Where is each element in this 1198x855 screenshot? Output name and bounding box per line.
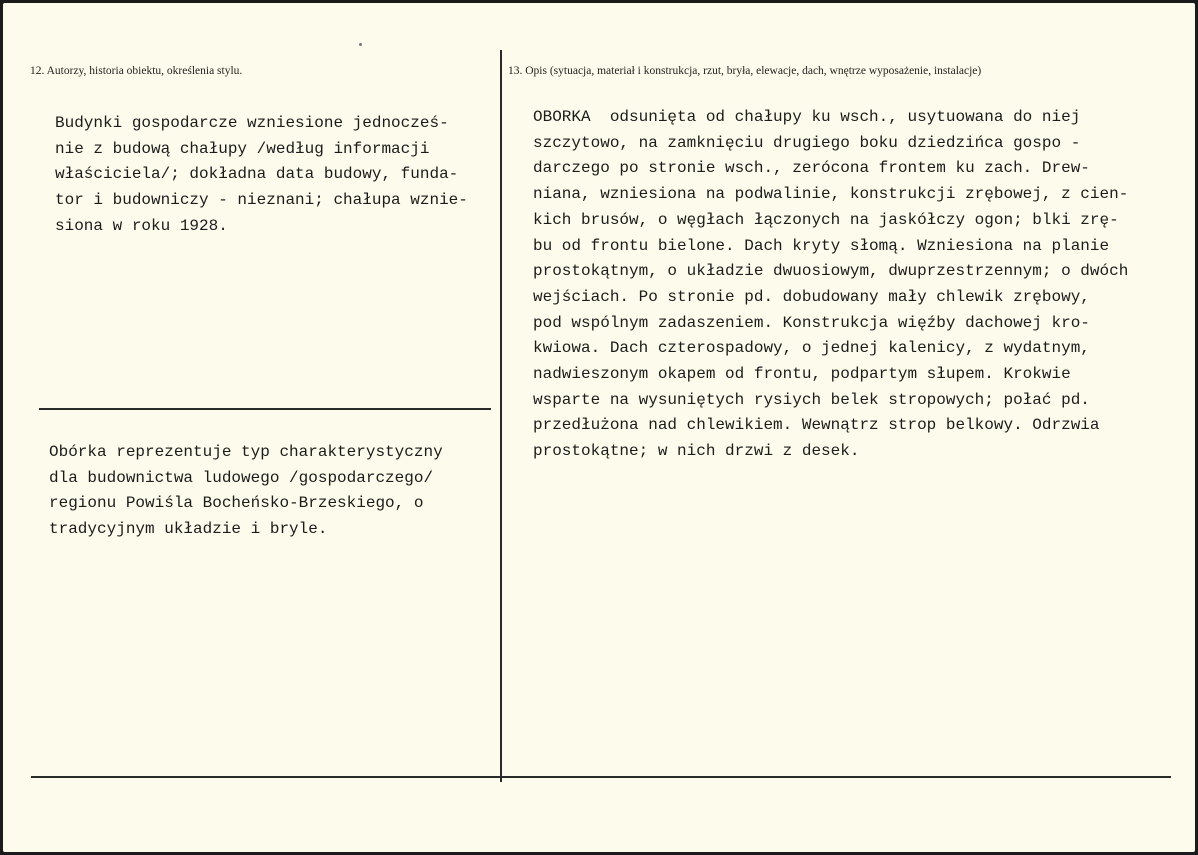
- record-card: [3, 3, 1195, 852]
- text-line: właściciela/; dokładna data budowy, funda-: [55, 165, 459, 184]
- text-line: przedłużona nad chlewikiem. Wewnątrz strop belkowy. Odrzwia: [533, 416, 1100, 435]
- text-line: regionu Powiśla Bocheńsko-Brzeskiego, o: [49, 494, 424, 513]
- text-line: tor i budowniczy - nieznani; chałupa wznie-: [55, 191, 468, 210]
- bottom-rule: [31, 776, 1171, 778]
- text-line: darczego po stronie wsch., zerócona frontem ku zach. Drew-: [533, 159, 1090, 178]
- section-13-heading: 13. Opis (sytuacja, materiał i konstrukcja, rzut, bryła, elewacje, dach, wnętrze wyposażenie, instalacje): [508, 65, 982, 77]
- text-line: prostokątne; w nich drzwi z desek.: [533, 442, 860, 461]
- text-line: wsparte na wysuniętych rysiych belek stropowych; połać pd.: [533, 390, 1090, 409]
- column-divider: [500, 50, 502, 782]
- text-line: dla budownictwa ludowego /gospodarczego/: [49, 468, 434, 487]
- text-line: kich brusów, o węgłach łączonych na jaskółczy ogon; blki zrę-: [533, 210, 1119, 229]
- text-line: siona w roku 1928.: [55, 216, 228, 235]
- text-line: kwiowa. Dach czterospadowy, o jednej kalenicy, z wydatnym,: [533, 339, 1090, 358]
- text-line: wejściach. Po stronie pd. dobudowany mały chlewik zrębowy,: [533, 287, 1090, 306]
- section-12-history-text: [55, 111, 468, 240]
- text-line: prostokątnym, o układzie dwuosiowym, dwuprzestrzennym; o dwóch: [533, 262, 1129, 281]
- text-line: szczytowo, na zamknięciu drugiego boku dziedzińca gospo -: [533, 133, 1081, 152]
- text-line: Obórka reprezentuje typ charakterystyczny: [49, 443, 443, 461]
- text-line: tradycyjnym układzie i bryle.: [49, 520, 328, 539]
- text-line: pod wspólnym zadaszeniem. Konstrukcja więźby dachowej kro-: [533, 313, 1090, 332]
- section-12-divider: [39, 408, 491, 410]
- section-13-description-text: [533, 105, 1128, 465]
- text-line: nie z budową chałupy /według informacji: [55, 139, 430, 158]
- paper-speck: [359, 43, 362, 46]
- text-line: bu od frontu bielone. Dach kryty słomą. Wzniesiona na planie: [533, 236, 1110, 255]
- text-line: niana, wzniesiona na podwalinie, konstrukcji zrębowej, z cien-: [533, 185, 1129, 204]
- section-12-style-text: [49, 440, 443, 543]
- text-line: Budynki gospodarcze wzniesione jednocześ-: [55, 114, 449, 132]
- text-line: OBORKA odsunięta od chałupy ku wsch., usytuowana do niej: [533, 108, 1081, 126]
- text-line: nadwieszonym okapem od frontu, podpartym słupem. Krokwie: [533, 365, 1071, 384]
- section-12-heading: 12. Autorzy, historia obiektu, określenia stylu.: [30, 65, 243, 77]
